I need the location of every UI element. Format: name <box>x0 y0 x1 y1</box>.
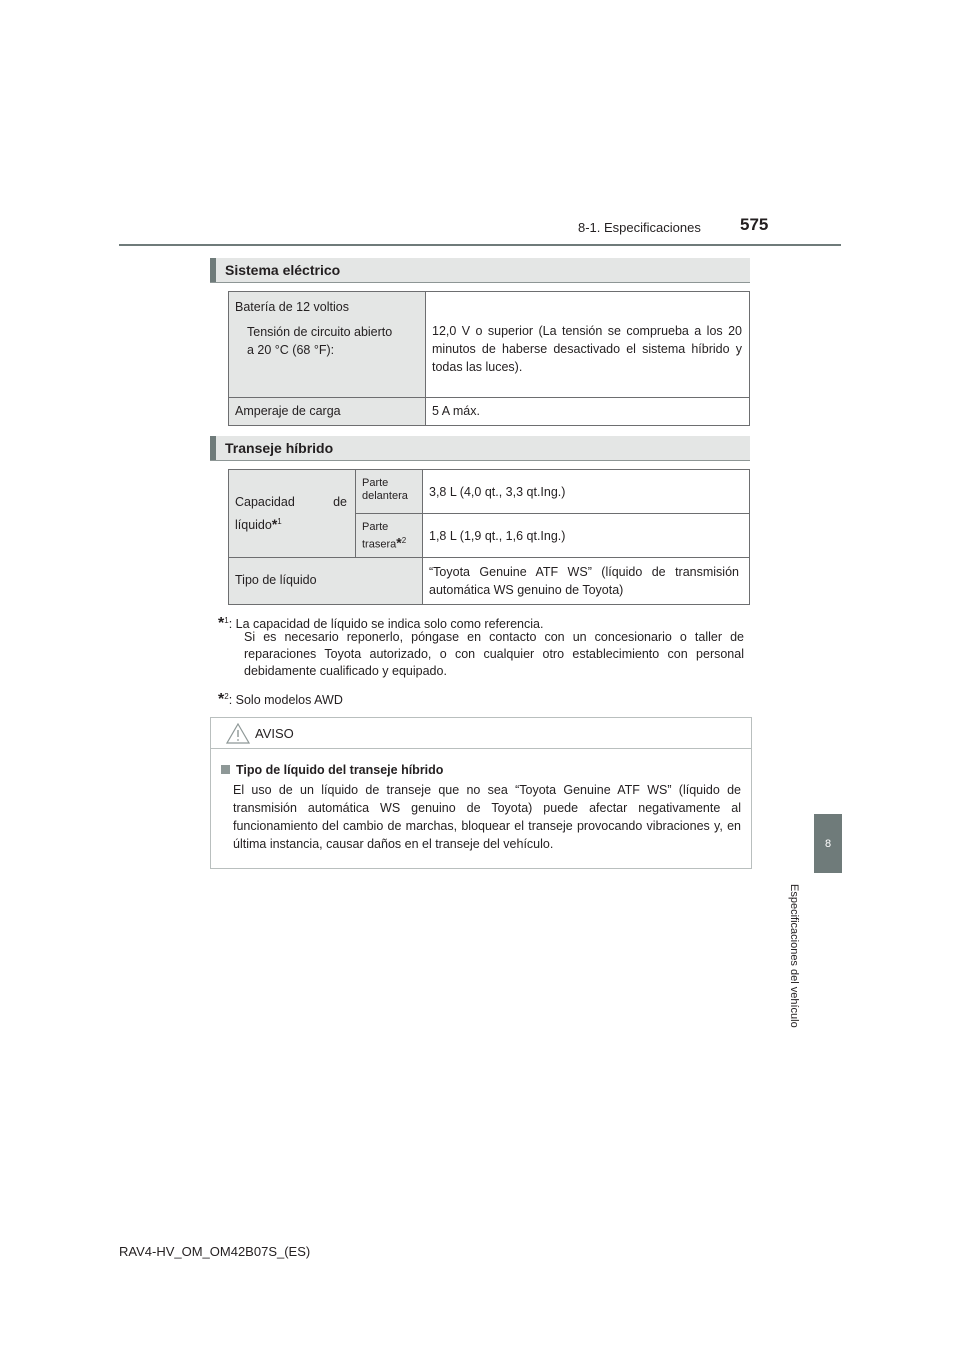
footnote-1-ref: 1 <box>224 616 229 625</box>
chapter-label: Especificaciones del vehículo <box>788 884 800 1028</box>
footnote-2: *$^2$: Solo modelos AWD <box>218 691 343 709</box>
footnote-1-first: : La capacidad de líquido se indica solo como referencia. <box>228 617 544 632</box>
rear-label-cell: Parte trasera*$^2$ <box>356 514 423 558</box>
fluid-value-cell <box>423 558 750 605</box>
document-code: RAV4-HV_OM_OM42B07S_(ES) <box>119 1244 311 1259</box>
capacity-label: Capacidad de líquido <box>235 494 347 533</box>
amperage-value-cell <box>426 398 750 426</box>
chapter-number: 8 <box>824 837 832 850</box>
footnote-1-body: Si es necesario reponerlo, póngase en contacto con un concesionario o taller de reparaciones Toyota autorizado, o con cualquier otro establecimiento con personal debidamente cualificado y equipado. <box>244 630 744 678</box>
warning-title: AVISO <box>255 726 294 741</box>
warning-triangle-icon <box>226 723 250 744</box>
battery-label-cell <box>229 292 426 398</box>
footnote-2-ref: 2 <box>224 692 229 701</box>
fluid-label: Tipo de líquido <box>235 573 317 587</box>
footnote-2-text: : Solo modelos AWD <box>228 693 343 708</box>
section-title: 8-1. Especificaciones <box>578 220 701 235</box>
square-bullet-icon <box>221 765 230 774</box>
rear-value: 1,8 L (1,9 qt., 1,6 qt.Ing.) <box>429 529 566 543</box>
front-value: 3,8 L (4,0 qt., 3,3 qt.Ing.) <box>429 485 566 499</box>
warning-header <box>211 718 751 749</box>
battery-label: Batería de 12 voltios <box>235 300 349 314</box>
amperage-label-cell <box>229 398 426 426</box>
capacity-label-cell: Capacidad de líquido*$^1$ <box>229 470 356 558</box>
rear-ref: 2 <box>401 536 407 545</box>
transaxle-table <box>228 469 750 605</box>
electrical-table <box>228 291 750 426</box>
warning-box <box>210 717 752 869</box>
front-value-cell <box>423 470 750 514</box>
front-label: Parte delantera <box>362 477 408 502</box>
transaxle-heading: Transeje híbrido <box>210 436 750 461</box>
warning-item-title: Tipo de líquido del transeje híbrido <box>221 763 443 777</box>
amperage-label: Amperaje de carga <box>235 404 341 418</box>
fluid-label-cell <box>229 558 423 605</box>
voltage-label-2: a 20 °C (68 °F): <box>247 343 335 357</box>
amperage-value: 5 A máx. <box>432 404 480 418</box>
warning-item-body: El uso de un líquido de transeje que no sea “Toyota Genuine ATF WS” (líquido de transmisión automática WS genuino de Toyota) puede afectar negativamente al funcionamiento del cambio de marchas, bloquear el transeje provocando vibraciones y, en última instancia, causar daños en el transeje del vehículo. <box>233 783 741 851</box>
page-number: 575 <box>740 215 769 234</box>
header-rule <box>119 244 841 246</box>
fluid-value: “Toyota Genuine ATF WS” (líquido de transmisión automática WS genuino de Toyota) <box>429 565 739 597</box>
electrical-heading: Sistema eléctrico <box>210 258 750 283</box>
voltage-value: 12,0 V o superior (La tensión se comprueba a los 20 minutos de haberse desactivado el sistema híbrido y todas las luces). <box>432 324 742 374</box>
rear-label: Parte trasera <box>362 521 397 551</box>
footnote-1: *$^1$: La capacidad de líquido se indica solo como referencia. Si es necesario reponerlo, póngase en contacto con un concesionario o taller de reparaciones Toyota autorizado, o con cualquier otro establecimiento con personal debidamente cualificado y equipado. <box>218 615 744 678</box>
voltage-value-cell <box>426 292 750 398</box>
chapter-tab[interactable] <box>814 814 842 873</box>
capacity-ref: 1 <box>277 516 282 526</box>
front-label-cell <box>356 470 423 514</box>
voltage-label-1: Tensión de circuito abierto <box>247 325 393 339</box>
rear-value-cell <box>423 514 750 558</box>
